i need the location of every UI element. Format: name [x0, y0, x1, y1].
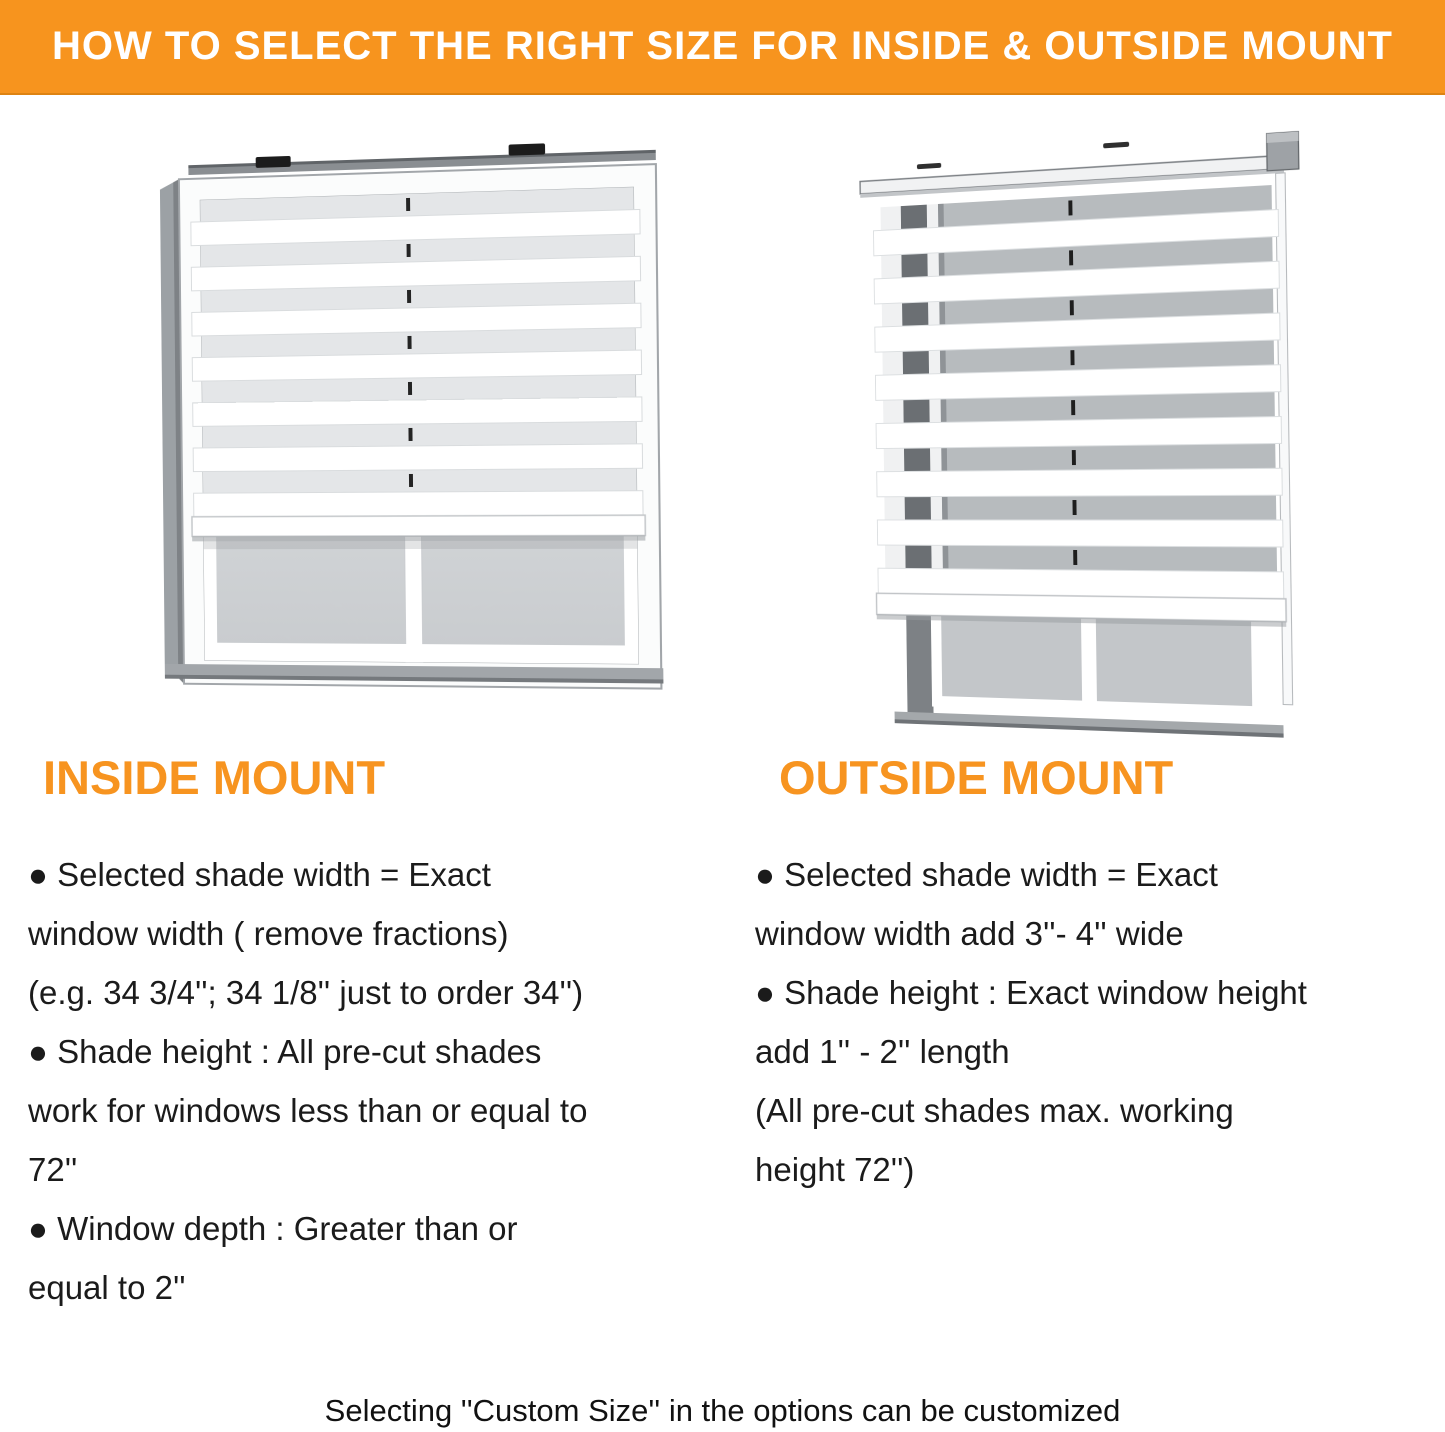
- title-banner: [0, 0, 1445, 95]
- text-line: equal to 2'': [28, 1269, 186, 1306]
- inside-mount-illustration: [156, 137, 670, 721]
- text-line: (e.g. 34 3/4''; 34 1/8'' just to order 34''): [28, 974, 584, 1011]
- text-line: height 72''): [755, 1151, 915, 1188]
- text-line: ● Window depth : Greater than or: [28, 1210, 518, 1247]
- page-title: HOW TO SELECT THE RIGHT SIZE FOR INSIDE & OUTSIDE MOUNT: [52, 24, 1393, 68]
- text-line: work for windows less than or equal to: [28, 1092, 588, 1129]
- text-line: window width add 3''- 4'' wide: [755, 915, 1184, 952]
- text-line: ● Selected shade width = Exact: [755, 856, 1218, 893]
- outside-mount-window-drawing: [858, 123, 1318, 748]
- outside-mount-instructions: [755, 845, 1445, 1199]
- inside-mount-heading: INSIDE MOUNT: [43, 751, 386, 804]
- text-line: ● Selected shade width = Exact: [28, 856, 491, 893]
- inside-mount-instructions: [28, 845, 728, 1317]
- outside-mount-illustration: [858, 123, 1318, 748]
- text-line: 72'': [28, 1151, 78, 1188]
- text-line: (All pre-cut shades max. working: [755, 1092, 1234, 1129]
- zebra-shade: [189, 187, 646, 541]
- text-line: add 1'' - 2'' length: [755, 1033, 1010, 1070]
- zebra-shade: [871, 185, 1286, 627]
- inside-mount-window-drawing: [156, 137, 670, 721]
- text-line: ● Shade height : All pre-cut shades: [28, 1033, 542, 1070]
- text-line: window width ( remove fractions): [28, 915, 509, 952]
- text-line: ● Shade height : Exact window height: [755, 974, 1307, 1011]
- outside-mount-heading: OUTSIDE MOUNT: [779, 751, 1174, 804]
- custom-size-note: Selecting ''Custom Size'' in the options can be customized: [324, 1393, 1121, 1428]
